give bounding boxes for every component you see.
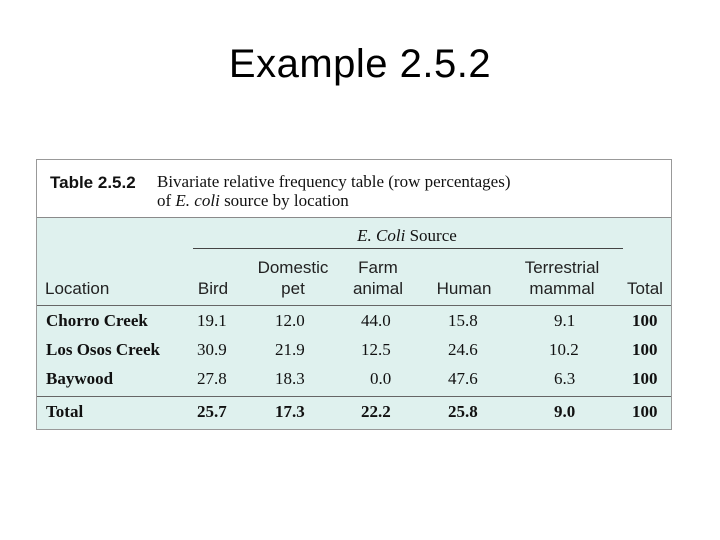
total-human: 25.8 xyxy=(448,402,478,421)
cell-bird: 27.8 xyxy=(197,369,227,388)
col-header-line1: Domestic xyxy=(257,258,329,277)
col-header-line2: animal xyxy=(352,279,404,298)
total-total: 100 xyxy=(632,402,658,421)
total-domestic-pet: 17.3 xyxy=(275,402,305,421)
cell-farm-animal: 12.5 xyxy=(361,340,391,359)
group-header xyxy=(192,226,622,246)
caption-line-2-italic: E. coli xyxy=(175,191,220,210)
col-header-location xyxy=(45,278,109,299)
col-header-line2: mammal xyxy=(529,279,595,298)
row-label: Chorro Creek xyxy=(46,311,148,330)
col-header-bird xyxy=(193,278,233,299)
col-header-domestic-pet xyxy=(243,257,343,299)
slide-title: Example 2.5.2 xyxy=(228,42,492,86)
total-bird: 25.7 xyxy=(197,402,227,421)
cell-domestic-pet: 21.9 xyxy=(275,340,305,359)
row-label: Baywood xyxy=(46,369,114,388)
frequency-table xyxy=(36,159,672,430)
col-header-total xyxy=(621,278,669,299)
col-header-line2: Total xyxy=(627,279,663,298)
cell-total: 100 xyxy=(632,311,658,330)
cell-human: 15.8 xyxy=(448,311,478,330)
group-header-suffix: Source xyxy=(405,226,457,245)
col-header-terrestrial-mammal xyxy=(507,257,617,299)
col-header-line1: Farm xyxy=(358,258,398,277)
col-header-line2: Location xyxy=(45,279,110,298)
group-header-italic: E. Coli xyxy=(357,226,406,245)
cell-total: 100 xyxy=(632,369,658,388)
table-label: Table 2.5.2 xyxy=(50,173,136,192)
group-header-rule xyxy=(193,248,623,249)
cell-terrestrial-mammal: 9.1 xyxy=(554,311,576,330)
col-header-line2: Bird xyxy=(197,279,229,298)
cell-domestic-pet: 18.3 xyxy=(275,369,305,388)
total-row-label: Total xyxy=(46,402,84,421)
cell-bird: 30.9 xyxy=(197,340,227,359)
row-label: Los Osos Creek xyxy=(46,340,160,359)
col-header-line2: pet xyxy=(281,279,305,298)
cell-farm-animal: 44.0 xyxy=(361,311,391,330)
col-header-line1: Terrestrial xyxy=(524,258,600,277)
col-header-human xyxy=(429,278,499,299)
cell-human: 47.6 xyxy=(448,369,478,388)
total-rule xyxy=(37,396,671,397)
cell-total: 100 xyxy=(632,340,658,359)
caption-line-1: Bivariate relative frequency table (row percentages) xyxy=(157,172,511,191)
caption-line-2 xyxy=(157,191,511,210)
cell-farm-animal: 0.0 xyxy=(370,369,392,388)
cell-terrestrial-mammal: 6.3 xyxy=(554,369,576,388)
caption-line-2-suffix: source by location xyxy=(219,191,349,210)
caption-text xyxy=(157,172,511,210)
col-header-farm-animal xyxy=(343,257,413,299)
total-terrestrial-mammal: 9.0 xyxy=(554,402,576,421)
col-header-line2: Human xyxy=(436,279,492,298)
total-farm-animal: 22.2 xyxy=(361,402,391,421)
cell-terrestrial-mammal: 10.2 xyxy=(549,340,579,359)
table-caption xyxy=(37,160,671,218)
caption-line-2-prefix: of xyxy=(157,191,176,210)
cell-bird: 19.1 xyxy=(197,311,227,330)
cell-human: 24.6 xyxy=(448,340,478,359)
cell-domestic-pet: 12.0 xyxy=(275,311,305,330)
header-rule xyxy=(37,305,671,306)
